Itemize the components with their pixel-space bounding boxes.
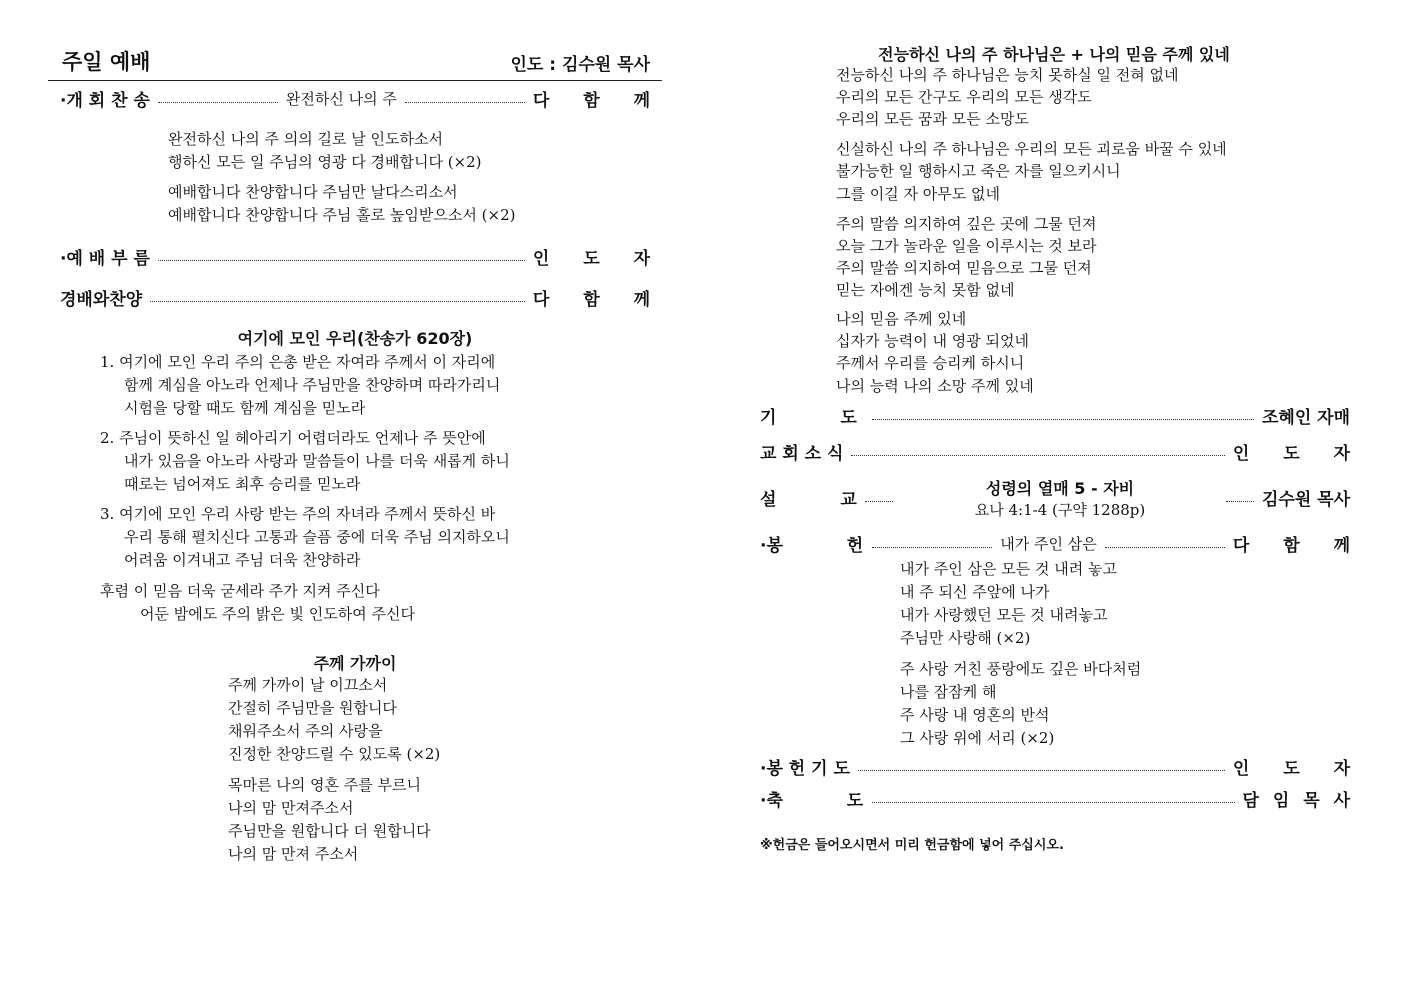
order-praise-worship	[60, 285, 664, 310]
order-opening-hymn	[60, 86, 665, 111]
left-page	[48, 40, 665, 940]
lyric-line: 우리의 모든 꿈과 모든 소망도	[836, 110, 1029, 128]
opening-song-title: 완전하신 나의 주	[285, 89, 397, 108]
dot-leader	[872, 802, 1235, 803]
dot-leader	[158, 260, 525, 261]
dot-leader	[872, 419, 1254, 420]
dot-leader	[851, 455, 1224, 456]
offering-song-title: 내가 주인 삼은	[1000, 534, 1097, 553]
dot-leader	[872, 547, 992, 548]
offering-note: ※헌금은 들어오시면서 미리 헌금함에 넣어 주십시오.	[760, 838, 1064, 853]
order-label: ·예 배 부 름	[60, 248, 150, 269]
dot-leader	[405, 102, 525, 103]
order-performer: 김수원 목사	[1261, 489, 1350, 510]
lyric-line: 우리 통해 펼치신다 고통과 슬픔 중에 더욱 주님 의지하오니	[124, 528, 510, 546]
sermon-title: 성령의 열매 5 - 자비	[985, 479, 1135, 498]
lyric-line: 내가 사랑했던 모든 것 내려놓고	[900, 606, 1108, 624]
lyric-line: 어둔 밤에도 주의 밝은 빛 인도하여 주신다	[140, 605, 415, 623]
order-church-news	[760, 439, 1364, 464]
lyric-line: 믿는 자에겐 능치 못함 없네	[836, 281, 1015, 299]
lyric-line: 2. 주님이 뜻하신 일 헤아리기 어렵더라도 언제나 주 뜻안에	[100, 429, 486, 447]
lyric-line: 1. 여기에 모인 우리 주의 은총 받은 자여라 주께서 이 자리에	[100, 353, 496, 371]
worship-title: 주일 예배	[62, 50, 151, 74]
lyric-line: 주의 말씀 의지하여 깊은 곳에 그물 던져	[836, 215, 1097, 233]
label-text: 기 도	[760, 407, 857, 428]
lyric-line: 나의 믿음 주께 있네	[836, 310, 967, 328]
lyric-line: 때로는 넘어져도 최후 승리를 믿노라	[124, 475, 361, 493]
order-performer: 인 도 자	[1232, 758, 1364, 779]
order-prayer	[760, 403, 1350, 427]
lyric-line: 후렴 이 믿음 더욱 굳세라 주가 지켜 주신다	[100, 582, 380, 600]
lyric-line: 예배합니다 찬양합니다 주님 홀로 높임받으소서 (×2)	[168, 206, 516, 224]
order-label	[760, 403, 864, 428]
order-label: ·개 회 찬 송	[60, 90, 150, 111]
order-offering	[760, 531, 1364, 556]
lyric-line: 주 사랑 내 영혼의 반석	[900, 706, 1050, 724]
lyric-line: 3. 여기에 모인 우리 사랑 받는 주의 자녀라 주께서 뜻하신 바	[100, 505, 496, 523]
order-label: ·축 도	[760, 790, 864, 811]
lyric-line: 행하신 모든 일 주님의 영광 다 경배합니다 (×2)	[168, 153, 482, 171]
lyric-line: 진정한 찬양드릴 수 있도록 (×2)	[228, 745, 441, 763]
sermon-scripture: 요나 4:1-4 (구약 1288p)	[974, 501, 1146, 519]
order-performer: 조혜인 자매	[1261, 407, 1350, 428]
lyric-line: 나의 맘 만져주소서	[228, 799, 354, 817]
lyric-line: 어려움 이겨내고 주님 더욱 찬양하라	[124, 551, 361, 569]
hymn-title: 주께 가까이	[313, 654, 397, 673]
order-performer: 담 임 목 사	[1242, 790, 1354, 811]
order-label: 경배와찬양	[60, 289, 143, 310]
order-call-to-worship	[60, 244, 664, 269]
lyric-line: 간절히 주님만을 원합니다	[228, 699, 397, 717]
lyric-line: 시험을 당할 때도 함께 계심을 믿노라	[124, 399, 366, 417]
lyric-line: 나의 능력 나의 소망 주께 있네	[836, 377, 1034, 395]
lyric-line: 채워주소서 주의 사랑을	[228, 722, 383, 740]
order-performer: 다 함 께	[532, 289, 664, 310]
order-label: ·봉 헌	[760, 535, 864, 556]
lyric-line: 내 주 되신 주앞에 나가	[900, 583, 1050, 601]
lyric-line: 예배합니다 찬양합니다 주님만 날다스리소서	[168, 183, 458, 201]
hymn-title: 여기에 모인 우리(찬송가 620장)	[237, 329, 473, 348]
lyric-line: 주님만 사랑해 (×2)	[900, 629, 1031, 647]
lyric-line: 나를 잠잠케 해	[900, 683, 997, 701]
order-performer: 다 함 께	[532, 90, 665, 111]
order-performer: 인 도 자	[1232, 443, 1364, 464]
worship-leader: 인도 : 김수원 목사	[510, 55, 650, 75]
order-label: 교 회 소 식	[760, 443, 844, 464]
dot-leader	[858, 770, 1225, 771]
lyric-line: 함께 계심을 아노라 언제나 주님만을 찬양하며 따라가리니	[124, 376, 501, 394]
order-label: ·봉 헌 기 도	[760, 758, 850, 779]
lyric-line: 주께서 우리를 승리케 하시니	[836, 354, 1025, 372]
dot-leader	[158, 102, 278, 103]
lyric-line: 오늘 그가 놀라운 일을 이루시는 것 보라	[836, 237, 1097, 255]
lyric-line: 나의 맘 만져 주소서	[228, 845, 359, 863]
order-performer: 인 도 자	[532, 248, 664, 269]
lyric-line: 신실하신 나의 주 하나님은 우리의 모든 괴로움 바꿀 수 있네	[836, 140, 1227, 158]
lyric-line: 그를 이길 자 아무도 없네	[836, 185, 1000, 203]
right-page	[758, 40, 1364, 940]
song-title: 전능하신 나의 주 하나님은 + 나의 믿음 주께 있네	[878, 45, 1230, 64]
lyric-line: 주께 가까이 날 이끄소서	[228, 676, 388, 694]
order-performer: 다 함 께	[1232, 535, 1364, 556]
lyric-line: 내가 주인 삼은 모든 것 내려 놓고	[900, 560, 1117, 578]
lyric-line: 주의 말씀 의지하여 믿음으로 그물 던져	[836, 259, 1092, 277]
order-label: 설 교	[760, 489, 857, 510]
order-benediction	[760, 786, 1354, 811]
lyric-line: 불가능한 일 행하시고 죽은 자를 일으키시니	[836, 162, 1121, 180]
lyric-line: 목마른 나의 영혼 주를 부르니	[228, 776, 421, 794]
lyric-line: 그 사랑 위에 서리 (×2)	[900, 729, 1055, 747]
lyric-line: 전능하신 나의 주 하나님은 능치 못하실 일 전혀 없네	[836, 66, 1179, 84]
lyric-line: 내가 있음을 아노라 사랑과 말씀들이 나를 더욱 새롭게 하니	[124, 452, 510, 470]
lyric-line: 완전하신 나의 주 의의 길로 날 인도하소서	[168, 130, 443, 148]
order-offering-prayer	[760, 754, 1364, 779]
lyric-line: 우리의 모든 간구도 우리의 모든 생각도	[836, 88, 1092, 106]
lyric-line: 주님만을 원합니다 더 원합니다	[228, 822, 431, 840]
dot-leader	[1105, 547, 1225, 548]
worship-header	[48, 40, 662, 81]
lyric-line: 주 사랑 거친 풍랑에도 깊은 바다처럼	[900, 660, 1142, 678]
lyric-line: 십자가 능력이 내 영광 되었네	[836, 332, 1029, 350]
dot-leader	[150, 301, 525, 302]
